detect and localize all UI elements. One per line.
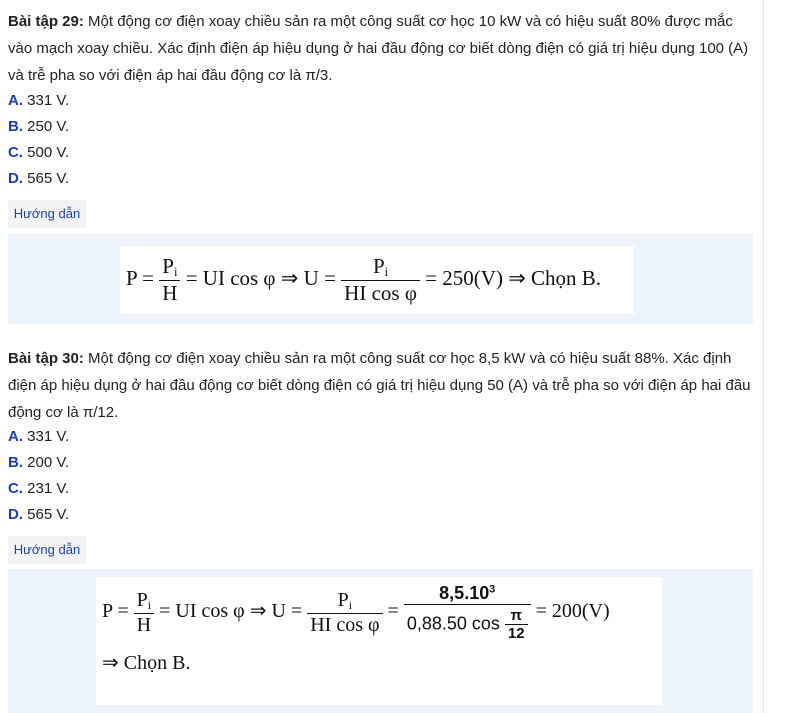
q30-fraction-pi-12 [505,607,528,642]
question-30-text [8,345,758,426]
q29-option-a-text: 331 V. [23,92,70,109]
q29-formula [120,246,634,314]
q30-formula-choose: ⇒ Chọn B. [102,652,191,674]
question-29-text [8,8,758,89]
q29-option-c-letter: C. [8,144,23,161]
q30-option-d-text: 565 V. [23,506,70,523]
question-30-body: Một động cơ điện xoay chiều sản ra một công suất cơ học 8,5 kW và có hiệu suất 88%. Xác định điện áp hiệu dụng ở hai đầu động cơ biết dòng điện có giá trị hiệu dụng 50 (A) và trễ pha so với điện áp hai đầu động cơ là π/12. [8,350,751,421]
q30-formula-eq2: = UI cos φ ⇒ U = [159,600,303,623]
q30-option-a[interactable] [8,426,69,448]
q30-option-c-text: 231 V. [23,480,70,497]
right-divider [763,0,764,713]
q30-option-a-text: 331 V. [23,428,70,445]
q30-frac4-den: 12 [505,624,528,642]
q30-option-d[interactable] [8,504,69,526]
q29-frac2-num: P [372,254,385,278]
q29-frac1-num: P [162,254,174,278]
q30-frac3-num: 8,5.10 [439,583,490,603]
q30-frac2-num: P [337,588,349,611]
question-29-body: Một động cơ điện xoay chiều sản ra một công suất cơ học 10 kW và có hiệu suất 80% được mắc vào mạch xoay chiều. Xác định điện áp hiệu dụng ở hai đầu động cơ biết dòng điện có giá trị hiệu dụng 100 (A) và trễ pha so với điện áp hai đầu động cơ là π/3. [8,13,749,84]
q30-option-b-letter: B. [8,454,23,471]
q29-formula-result: = 250(V) ⇒ Chọn B. [425,265,602,290]
q30-option-c-letter: C. [8,480,23,497]
q29-frac1-den: H [159,280,180,306]
q29-formula-eq2: = UI cos φ ⇒ U = [185,265,336,290]
q29-option-a[interactable] [8,90,69,112]
q30-option-d-letter: D. [8,506,23,523]
q29-solution-panel [8,234,753,324]
q30-formula-eq1: = [117,600,129,623]
q30-option-b[interactable] [8,452,69,474]
q30-formula-line-1 [96,577,662,642]
q30-frac3-num-exp: 3 [489,583,496,596]
q30-fraction-pi-hicos [307,589,382,637]
q29-option-b[interactable] [8,116,69,138]
q30-frac4-num: π [510,607,522,624]
q30-frac3-den-text: 0,88.50 cos [406,613,500,634]
q30-formula-result: = 200(V) [535,600,610,623]
q30-guide-button[interactable]: Hướng dẫn [8,536,86,564]
q30-formula-line-2 [96,642,662,675]
q29-option-d-text: 565 V. [23,170,70,187]
q29-option-d[interactable] [8,168,69,190]
q29-option-b-text: 250 V. [23,118,70,135]
q29-formula-p: P [126,265,137,290]
q30-option-c[interactable] [8,478,69,500]
q30-fraction-pi-h [134,589,154,637]
q29-fraction-pi-h [159,254,180,306]
q30-frac1-num-sub: i [147,597,152,612]
q30-frac2-num-sub: i [348,597,353,612]
q30-frac1-den: H [134,613,154,637]
q29-option-c-text: 500 V. [23,144,70,161]
q29-fraction-pi-hicos [341,254,420,306]
q29-option-c[interactable] [8,142,69,164]
q30-formula [96,577,662,705]
q30-option-a-letter: A. [8,428,23,445]
q30-frac2-den: HI cos φ [307,613,382,637]
question-30-title: Bài tập 30: [8,350,84,367]
q30-frac1-num: P [136,588,148,611]
q29-frac2-den: HI cos φ [341,280,420,306]
q29-guide-button[interactable]: Hướng dẫn [8,200,86,228]
q29-formula-line [120,246,634,306]
q30-solution-panel [8,569,753,713]
q30-formula-p: P [102,600,113,623]
q29-option-a-letter: A. [8,92,23,109]
q30-formula-eq3: = [387,600,399,623]
q30-option-b-text: 200 V. [23,454,70,471]
q29-formula-eq1: = [142,265,154,290]
q30-fraction-numeric [404,583,531,642]
q29-frac2-num-sub: i [384,265,389,280]
q29-option-b-letter: B. [8,118,23,135]
q29-option-d-letter: D. [8,170,23,187]
q29-frac1-num-sub: i [173,265,178,280]
question-29-title: Bài tập 29: [8,13,84,30]
